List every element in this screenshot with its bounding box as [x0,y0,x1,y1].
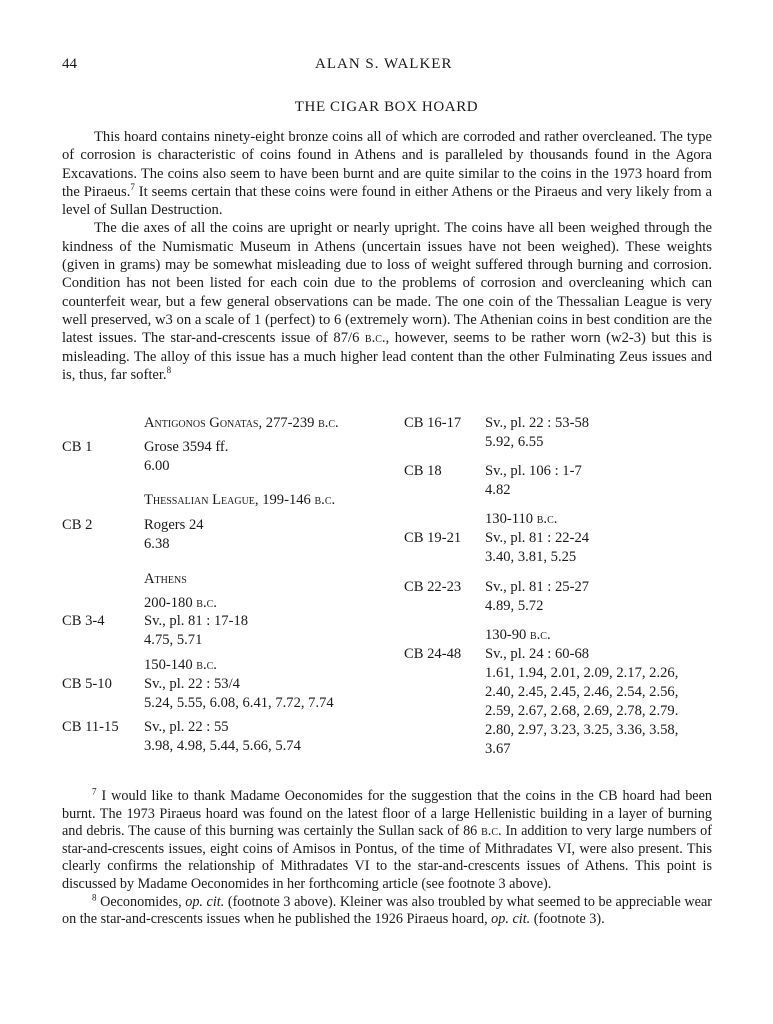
date-130-90: 130-90 b.c. [485,627,551,643]
entry-ref-cb16-17: Sv., pl. 22 : 53-58 [485,415,590,431]
entry-ref-cb22-23: Sv., pl. 81 : 25-27 [485,579,590,595]
entry-ref-cb19-21: Sv., pl. 81 : 22-24 [485,530,590,546]
entry-label-cb22-23: CB 22-23 [404,579,462,595]
entry-weights-cb18: 4.82 [485,482,511,498]
entry-ref-cb11-15: Sv., pl. 22 : 55 [144,719,229,735]
footnote-ref-7: 7 [130,182,135,193]
entry-weights-cb24-48-line-3: 2.59, 2.67, 2.68, 2.69, 2.78, 2.79. [485,703,679,719]
running-head-author: ALAN S. WALKER [315,56,453,72]
heading-thessalian: Thessalian League, 199-146 b.c. [144,492,336,508]
entry-weights-cb22-23: 4.89, 5.72 [485,598,544,614]
entry-label-cb1: CB 1 [62,439,93,455]
entry-weights-cb3-4: 4.75, 5.71 [144,632,203,648]
footnote-ref-8: 8 [166,365,172,375]
heading-antigonos: Antigonos Gonatas, 277-239 b.c. [144,415,339,431]
entry-ref-cb3-4: Sv., pl. 81 : 17-18 [144,613,249,629]
entry-ref-cb1: Grose 3594 ff. [144,439,229,455]
entry-weights-cb24-48-line-5: 3.67 [485,741,511,757]
entry-weights-cb1: 6.00 [144,458,170,474]
entry-weights-cb24-48-line-4: 2.80, 2.97, 3.23, 3.25, 3.36, 3.58, [485,722,679,738]
entry-label-cb19-21: CB 19-21 [404,530,462,546]
footnote-7: $^7$ I would like to thank Madame Oeconomides for the suggestion that the coins in the CB hoard had been burnt. The 1973 Piraeus hoard was found on the latest floor of a large Hellenistic building in a layer of burning and debris. The cause of this burning was certainly the Sullan sack of 86 b.c. In addition to very large numbers of star-and-crescents issues, eight coins of Amisos in Pontus, of the time of Mithradates VI, were also present. This clearly confirms the relationship of Mithradates VI to the star-and-crescents issues of Athens. This point is discussed by Madame Oeconomides in her forthcoming article (see footnote 3 above). [62,786,712,892]
entry-ref-cb24-48: Sv., pl. 24 : 60-68 [485,646,590,662]
entry-weights-cb24-48-line-2: 2.40, 2.45, 2.45, 2.46, 2.54, 2.56, [485,684,679,700]
entry-ref-cb5-10: Sv., pl. 22 : 53/4 [144,676,240,692]
footnote-mark-7: 7 [92,786,97,797]
date-150-140: 150-140 b.c. [144,657,217,673]
footnote-8: $^8$ Oeconomides, op. cit. (footnote 3 above). Kleiner was also troubled by what seemed to be appreciable wear on the star-and-crescents issues when he published the 1926 Piraeus hoard, op. cit. (footnote 3). [62,891,712,928]
date-130-110: 130-110 b.c. [485,511,558,527]
entry-weights-cb5-10: 5.24, 5.55, 6.08, 6.41, 7.72, 7.74 [144,695,334,711]
entry-label-cb16-17: CB 16-17 [404,415,462,431]
body-text [62,128,712,384]
footnote-mark-8: 8 [92,891,97,902]
entry-weights-cb11-15: 3.98, 4.98, 5.44, 5.66, 5.74 [144,738,301,754]
entry-ref-cb2: Rogers 24 [144,517,204,533]
entry-label-cb24-48: CB 24-48 [404,646,462,662]
entry-label-cb2: CB 2 [62,517,93,533]
entry-weights-cb19-21: 3.40, 3.81, 5.25 [485,549,577,565]
entry-weights-cb24-48-line-1: 1.61, 1.94, 2.01, 2.09, 2.17, 2.26, [485,665,679,681]
page-number: 44 [62,56,77,72]
footnotes [62,788,712,929]
entry-label-cb18: CB 18 [404,463,442,479]
entry-weights-cb2: 6.38 [144,536,170,552]
entry-label-cb11-15: CB 11-15 [62,719,119,735]
entry-label-cb3-4: CB 3-4 [62,613,105,629]
entry-weights-cb16-17: 5.92, 6.55 [485,434,544,450]
paragraph-1: This hoard contains ninety-eight bronze coins all of which are corroded and rather overcleaned. The type of corrosion is characteristic of coins found in Athens and is paralleled by thousands found in the Agora Excavations. The coins also seem to have been burnt and are quite similar to the coins in the 1973 hoard from the Piraeus.$^7$ It seems certain that these coins were found in either Athens or the Piraeus and very likely from a level of Sullan Destruction. [62,129,712,219]
paragraph-2: The die axes of all the coins are upright or nearly upright. The coins have all been weighed through the kindness of the Numismatic Museum in Athens (uncertain issues have not been weighed). These weights (given in grams) may be somewhat misleading due to loss of weight suffered through burning and corrosion. Condition has not been listed for each coin due to the problems of corrosion and overcleaning which can counterfeit wear, but a few general observations can be made. The one coin of the Thessalian League is very well preserved, w3 on a scale of 1 (perfect) to 6 (extremely worn). The Athenian coins in best condition are the latest issues. The star-and-crescents issue of 87/6 b.c., however, seems to be rather worn (w2-3) but this is misleading. The alloy of this issue has a much higher lead content than the other Fulminating Zeus issues and is, thus, far softer.$^8$ [62,220,712,383]
entry-ref-cb18: Sv., pl. 106 : 1-7 [485,463,582,479]
heading-athens: Athens [144,571,187,587]
date-200-180: 200-180 b.c. [144,595,217,611]
entry-label-cb5-10: CB 5-10 [62,676,112,692]
section-title: THE CIGAR BOX HOARD [294,99,479,115]
